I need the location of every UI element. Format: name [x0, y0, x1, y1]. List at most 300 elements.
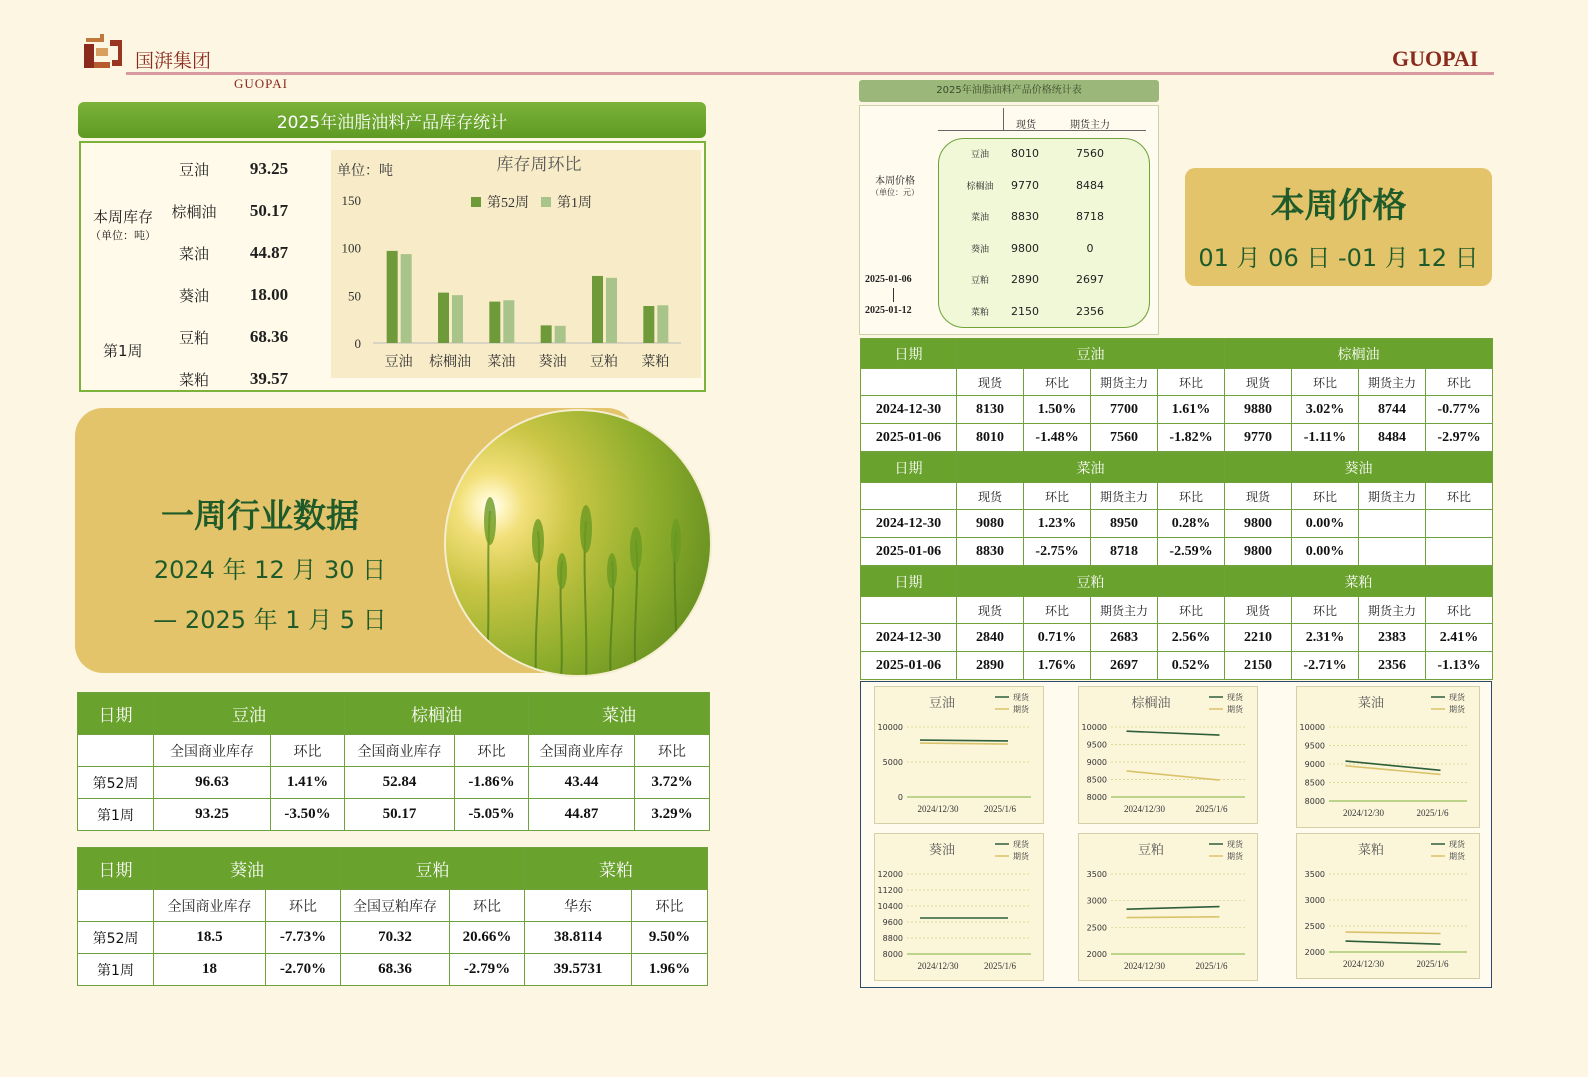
mini-chart-title: 菜粕	[1357, 842, 1385, 857]
cell: -1.13%	[1426, 652, 1493, 680]
cell: 2356	[1359, 652, 1426, 680]
cell	[1426, 510, 1493, 538]
chart-unit: 单位：吨	[337, 164, 393, 179]
cell: 9.50%	[632, 922, 708, 954]
price-stat-spot: 9770	[1011, 178, 1039, 192]
price-stat-futures: 8484	[1076, 178, 1104, 192]
row-date: 第52周	[78, 922, 154, 954]
product-header: 豆粕	[957, 567, 1225, 597]
table-row	[861, 424, 1493, 452]
inventory-item	[164, 190, 324, 232]
inventory-label	[86, 206, 160, 243]
row-date: 2025-01-06	[861, 424, 957, 452]
bar	[592, 276, 603, 343]
cell: 8130	[957, 396, 1024, 424]
y-tick-label: 150	[341, 193, 361, 208]
bar	[387, 251, 398, 343]
bar	[657, 305, 668, 343]
row-date: 第1周	[78, 954, 154, 986]
line-chart-svg	[1297, 687, 1481, 829]
table-row	[861, 538, 1493, 566]
y-tick-label: 0	[897, 793, 903, 802]
price-stat-row	[955, 170, 1135, 202]
subheader: 现货	[957, 483, 1024, 510]
line-chart-soybean-oil	[874, 686, 1044, 824]
bar	[438, 293, 449, 343]
cell: 8484	[1359, 424, 1426, 452]
cell: 2.31%	[1292, 624, 1359, 652]
series-line	[920, 743, 1008, 744]
subheader: 期货主力	[1359, 369, 1426, 396]
legend-label: 期货	[1013, 852, 1029, 861]
subheader: 环比	[1024, 369, 1091, 396]
cell: 1.76%	[1024, 652, 1091, 680]
weekly-title: 一周行业数据	[161, 496, 359, 535]
series-line	[1127, 731, 1220, 735]
price-stat-title: 2025年油脂油料产品价格统计表	[859, 80, 1159, 102]
cell: 9080	[957, 510, 1024, 538]
cell: 7700	[1091, 396, 1158, 424]
subheader: 环比	[1292, 369, 1359, 396]
bar	[643, 306, 654, 343]
cell: 2383	[1359, 624, 1426, 652]
cell: 44.87	[529, 799, 635, 831]
subheader: 环比	[1426, 369, 1493, 396]
brand-name-en: GUOPAI	[234, 76, 288, 91]
inventory-item-name: 葵油	[178, 286, 209, 305]
cell: -2.75%	[1024, 538, 1091, 566]
y-tick-label: 9000	[1304, 760, 1325, 769]
series-line	[1127, 771, 1220, 780]
price-stat-name: 豆油	[970, 150, 989, 161]
legend-swatch	[471, 197, 481, 207]
x-tick-label: 2024/12/30	[1123, 804, 1166, 814]
inventory-item	[164, 232, 324, 274]
x-tick-label: 豆油	[384, 355, 413, 370]
cell: 2697	[1091, 652, 1158, 680]
cell: 50.17	[345, 799, 455, 831]
inventory-item-value: 44.87	[249, 243, 289, 262]
y-tick-label: 8800	[882, 934, 903, 943]
line-chart-svg	[1079, 687, 1259, 825]
cell: 2.56%	[1158, 624, 1225, 652]
cell: 0.28%	[1158, 510, 1225, 538]
cell	[1426, 538, 1493, 566]
cell: 9800	[1225, 510, 1292, 538]
inventory-item	[164, 274, 324, 316]
legend-label: 现货	[1227, 693, 1243, 702]
price-table-2	[860, 452, 1493, 566]
price-stat-futures: 2356	[1076, 304, 1104, 318]
stock-table-2	[77, 847, 708, 986]
price-stat-rows	[955, 138, 1135, 327]
inventory-list	[164, 148, 324, 400]
mini-chart-title: 菜油	[1357, 695, 1385, 710]
subheader: 期货主力	[1359, 483, 1426, 510]
cell: 39.5731	[525, 954, 632, 986]
cell: -2.97%	[1426, 424, 1493, 452]
subheader: 全国商业库存	[345, 735, 455, 767]
legend-label: 现货	[1227, 840, 1243, 849]
cell: 2840	[957, 624, 1024, 652]
row-date: 第52周	[78, 767, 154, 799]
subheader: 环比	[266, 890, 341, 922]
mini-chart-title: 豆油	[928, 695, 956, 710]
subheader: 现货	[1225, 369, 1292, 396]
y-tick-label: 10000	[1081, 723, 1107, 732]
bar	[452, 295, 463, 343]
bar	[503, 300, 514, 343]
y-tick-label: 10000	[1299, 723, 1325, 732]
y-tick-label: 9500	[1304, 741, 1325, 751]
x-tick-label: 2024/12/30	[1123, 961, 1166, 971]
cell: -1.48%	[1024, 424, 1091, 452]
bar	[606, 278, 617, 343]
weekly-date-line2: — 2025 年 1 月 5 日	[153, 606, 387, 634]
table-row	[861, 510, 1493, 538]
subheader: 环比	[1158, 483, 1225, 510]
cell: 18.5	[154, 922, 266, 954]
price-stat-futures: 0	[1086, 241, 1094, 255]
cell	[1359, 538, 1426, 566]
bar	[489, 302, 500, 343]
stock-table-1	[77, 692, 710, 831]
table-row	[78, 799, 710, 831]
inventory-item-name: 菜油	[178, 244, 209, 263]
table-row	[78, 767, 710, 799]
cell: 1.23%	[1024, 510, 1091, 538]
legend-label: 现货	[1449, 840, 1465, 849]
line-chart-soybean-meal	[1078, 833, 1258, 981]
header-line	[126, 72, 1494, 75]
y-tick-label: 8000	[1304, 797, 1325, 806]
inventory-item-value: 18.00	[249, 285, 289, 304]
legend-label: 期货	[1013, 705, 1029, 714]
price-stat-spot: 8830	[1011, 210, 1039, 224]
y-tick-label: 8500	[1086, 775, 1107, 785]
x-tick-label: 2024/12/30	[1342, 808, 1385, 818]
price-stat-futures: 7560	[1076, 147, 1104, 161]
row-date: 2025-01-06	[861, 538, 957, 566]
subheader: 华东	[525, 890, 632, 922]
cell: 1.50%	[1024, 396, 1091, 424]
inventory-title: 2025年油脂油料产品库存统计	[78, 102, 706, 138]
x-tick-label: 2024/12/30	[917, 961, 959, 971]
logo-icon	[80, 30, 126, 74]
line-chart-sunflower-oil	[874, 833, 1044, 981]
x-tick-label: 2025/1/6	[983, 961, 1017, 971]
cell: 3.72%	[635, 767, 710, 799]
cell: 18	[154, 954, 266, 986]
product-header: 棕榈油	[345, 693, 529, 735]
inventory-item	[164, 316, 324, 358]
y-tick-label: 10000	[877, 723, 903, 732]
cell: 1.96%	[632, 954, 708, 986]
cell: 8744	[1359, 396, 1426, 424]
week-price-label: 本周价格	[875, 176, 915, 187]
date-header: 日期	[861, 339, 957, 369]
product-header: 豆粕	[341, 848, 525, 890]
cell: -1.86%	[455, 767, 529, 799]
subheader: 现货	[1225, 597, 1292, 624]
week-price-range: 01 月 06 日 -01 月 12 日	[1198, 244, 1479, 272]
cell: 0.52%	[1158, 652, 1225, 680]
date-connector	[893, 288, 894, 302]
y-tick-label: 9000	[1086, 758, 1107, 767]
table-row	[78, 954, 708, 986]
cell: 20.66%	[450, 922, 525, 954]
date-from: 2025-01-06	[865, 274, 912, 285]
cell: 8950	[1091, 510, 1158, 538]
price-stat-futures: 8718	[1076, 210, 1104, 224]
series-line	[1346, 766, 1441, 775]
inventory-item-name: 豆粕	[178, 328, 209, 347]
wheat-icon	[446, 411, 712, 677]
legend-label: 期货	[1449, 852, 1465, 861]
price-stat-row	[955, 296, 1135, 328]
legend-label: 现货	[1013, 840, 1029, 849]
date-header: 日期	[861, 453, 957, 483]
cell: 9800	[1225, 538, 1292, 566]
cell: 38.8114	[525, 922, 632, 954]
inventory-item-name: 豆油	[178, 160, 209, 179]
x-tick-label: 2025/1/6	[1195, 961, 1228, 971]
subheader: 现货	[1225, 483, 1292, 510]
bar	[401, 254, 412, 343]
series-line	[1346, 932, 1441, 933]
x-tick-label: 2025/1/6	[1195, 804, 1228, 814]
weekly-date-line1: 2024 年 12 月 30 日	[153, 556, 387, 584]
x-tick-label: 2025/1/6	[1416, 959, 1449, 969]
subheader: 全国商业库存	[154, 890, 266, 922]
row-date: 2024-12-30	[861, 396, 957, 424]
row-date: 2025-01-06	[861, 652, 957, 680]
cell: 0.71%	[1024, 624, 1091, 652]
inventory-item-value: 93.25	[249, 159, 289, 178]
date-header: 日期	[78, 693, 154, 735]
series-line	[920, 740, 1008, 741]
mini-chart-title: 葵油	[928, 842, 956, 857]
logo	[80, 30, 126, 74]
subheader: 环比	[1426, 483, 1493, 510]
product-header: 葵油	[154, 848, 341, 890]
cell: 7560	[1091, 424, 1158, 452]
y-tick-label: 9500	[1086, 740, 1107, 750]
y-tick-label: 0	[354, 336, 361, 351]
series-line	[1346, 941, 1441, 944]
cell: 1.61%	[1158, 396, 1225, 424]
y-tick-label: 2000	[1086, 950, 1107, 959]
cell: -2.70%	[266, 954, 341, 986]
table-row	[861, 624, 1493, 652]
cell: 93.25	[154, 799, 271, 831]
mini-chart-title: 棕榈油	[1131, 695, 1171, 710]
x-tick-label: 菜油	[487, 355, 516, 370]
x-tick-label: 葵油	[538, 355, 567, 370]
cell: 96.63	[154, 767, 271, 799]
product-header: 豆油	[957, 339, 1225, 369]
price-stat-name: 葵油	[970, 244, 989, 255]
cell: 9880	[1225, 396, 1292, 424]
subheader: 环比	[1158, 597, 1225, 624]
x-tick-label: 菜粕	[641, 355, 670, 370]
x-tick-label: 2025/1/6	[983, 804, 1017, 814]
subheader: 全国商业库存	[154, 735, 271, 767]
price-stat-name: 菜粕	[970, 307, 989, 318]
week-price-title: 本周价格	[1270, 186, 1407, 226]
product-header: 菜油	[957, 453, 1225, 483]
legend-label: 第52周	[487, 196, 529, 211]
y-tick-label: 9600	[882, 918, 903, 927]
subheader: 期货主力	[1091, 483, 1158, 510]
series-line	[1127, 917, 1220, 918]
bar-chart-svg	[331, 150, 701, 378]
subheader: 期货主力	[1359, 597, 1426, 624]
subheader: 期货主力	[1091, 597, 1158, 624]
cell: -1.11%	[1292, 424, 1359, 452]
price-stat-vline	[1003, 108, 1004, 130]
y-tick-label: 3000	[1086, 896, 1107, 906]
y-tick-label: 2000	[1304, 948, 1325, 957]
product-header: 菜粕	[525, 848, 708, 890]
price-stat-name: 豆粕	[970, 276, 989, 287]
y-tick-label: 3500	[1086, 870, 1107, 879]
col-spot-header: 现货	[1016, 120, 1036, 131]
chart-title: 库存周环比	[496, 155, 582, 174]
cell: 3.02%	[1292, 396, 1359, 424]
price-table-3	[860, 566, 1493, 680]
series-line	[1346, 761, 1441, 770]
legend-label: 期货	[1227, 852, 1243, 861]
cell: 8010	[957, 424, 1024, 452]
price-stat-futures: 2697	[1076, 273, 1104, 287]
line-chart-rapeseed-oil	[1296, 686, 1480, 828]
subheader: 环比	[1158, 369, 1225, 396]
price-stat-label	[866, 172, 924, 198]
line-chart-svg	[875, 834, 1045, 982]
y-tick-label: 8500	[1304, 778, 1325, 788]
cell: -5.05%	[455, 799, 529, 831]
cell: -3.50%	[271, 799, 345, 831]
date-header: 日期	[861, 567, 957, 597]
table-row	[861, 652, 1493, 680]
cell: 2210	[1225, 624, 1292, 652]
row-date: 第1周	[78, 799, 154, 831]
subheader: 环比	[1292, 597, 1359, 624]
legend-swatch	[541, 197, 551, 207]
cell: 70.32	[341, 922, 450, 954]
x-tick-label: 2025/1/6	[1416, 808, 1449, 818]
subheader: 环比	[455, 735, 529, 767]
subheader: 全国商业库存	[529, 735, 635, 767]
y-tick-label: 50	[348, 288, 361, 304]
legend-label: 现货	[1449, 693, 1465, 702]
price-stat-row	[955, 264, 1135, 296]
cell: 2890	[957, 652, 1024, 680]
subheader: 环比	[271, 735, 345, 767]
cell: 1.41%	[271, 767, 345, 799]
table-row	[78, 922, 708, 954]
y-tick-label: 2500	[1086, 923, 1107, 933]
line-chart-rapeseed-meal	[1296, 833, 1480, 979]
product-header: 棕榈油	[1225, 339, 1493, 369]
cell: -2.59%	[1158, 538, 1225, 566]
subheader: 全国豆粕库存	[341, 890, 450, 922]
cell: -1.82%	[1158, 424, 1225, 452]
legend-label: 期货	[1227, 705, 1243, 714]
cell: 43.44	[529, 767, 635, 799]
inventory-item-name: 棕榈油	[171, 202, 217, 221]
inventory-item	[164, 148, 324, 190]
y-tick-label: 10400	[877, 902, 903, 911]
cell: -2.79%	[450, 954, 525, 986]
x-tick-label: 豆粕	[590, 355, 618, 370]
legend-label: 现货	[1013, 693, 1029, 702]
cell: 68.36	[341, 954, 450, 986]
cell: 2150	[1225, 652, 1292, 680]
line-chart-svg	[1297, 834, 1481, 980]
subheader: 环比	[1292, 483, 1359, 510]
cell: 3.29%	[635, 799, 710, 831]
week-stock-label: 本周库存	[92, 208, 153, 226]
subheader: 环比	[632, 890, 708, 922]
y-tick-label: 100	[341, 240, 361, 256]
line-chart-svg	[1079, 834, 1259, 982]
subheader: 现货	[957, 369, 1024, 396]
y-tick-label: 11200	[877, 886, 903, 895]
cell: 8830	[957, 538, 1024, 566]
price-stat-name: 菜油	[970, 213, 989, 224]
cell: 9770	[1225, 424, 1292, 452]
product-header: 葵油	[1225, 453, 1493, 483]
price-table-1	[860, 338, 1493, 452]
inventory-item	[164, 358, 324, 400]
y-tick-label: 3500	[1304, 870, 1325, 879]
price-stat-row	[955, 201, 1135, 233]
subheader: 环比	[1024, 597, 1091, 624]
inventory-item-value: 50.17	[249, 201, 289, 220]
price-stat-row	[955, 233, 1135, 265]
subheader: 环比	[1024, 483, 1091, 510]
price-stat-name: 棕榈油	[966, 181, 994, 192]
series-line	[1127, 907, 1220, 910]
subheader: 环比	[450, 890, 525, 922]
line-chart-palm-oil	[1078, 686, 1258, 824]
bar	[555, 326, 566, 343]
subheader: 现货	[957, 597, 1024, 624]
price-stat-spot: 8010	[1011, 147, 1039, 161]
product-header: 豆油	[154, 693, 345, 735]
table-row	[861, 396, 1493, 424]
subheader: 环比	[635, 735, 710, 767]
wheat-photo	[444, 409, 712, 677]
cell: 2683	[1091, 624, 1158, 652]
price-stat-spot: 2150	[1011, 304, 1039, 318]
cell	[1359, 510, 1426, 538]
subheader: 期货主力	[1091, 369, 1158, 396]
x-tick-label: 棕榈油	[429, 355, 471, 370]
price-unit-label: （单位：元）	[871, 188, 919, 197]
bar	[541, 325, 552, 343]
bar-chart	[331, 150, 701, 378]
row-date: 2024-12-30	[861, 510, 957, 538]
cell: 0.00%	[1292, 538, 1359, 566]
unit-label: （单位：吨）	[90, 229, 156, 242]
cell: 8718	[1091, 538, 1158, 566]
col-futures-header: 期货主力	[1070, 120, 1110, 131]
product-header: 菜油	[529, 693, 710, 735]
date-to: 2025-01-12	[865, 305, 912, 316]
